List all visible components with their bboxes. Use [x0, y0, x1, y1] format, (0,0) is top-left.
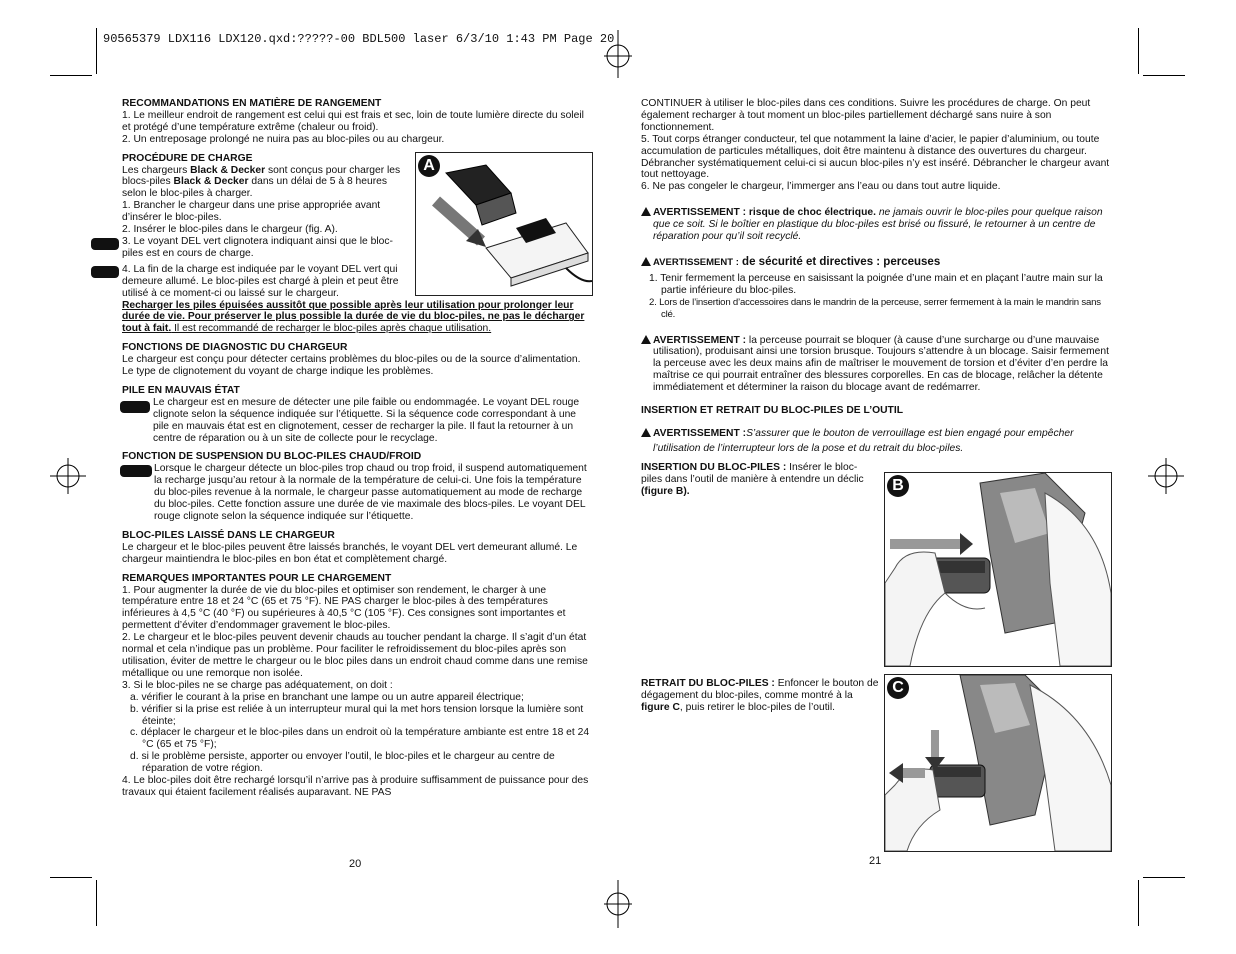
charge-step: 2. Insérer le bloc-piles dans le chargeur (fig. A). [122, 224, 338, 236]
registration-mark [50, 458, 86, 494]
warning-lock: AVERTISSEMENT :S’assurer que le bouton de verrouillage est bien engagé pour empêcher l’utilisation de l’interrupteur lors de la pose et du retrait du bloc-piles. [641, 426, 1111, 456]
led-hot-cold-icon [120, 465, 152, 477]
right-page-column [641, 98, 1111, 498]
warning-triangle-icon [641, 207, 651, 216]
page-number-right: 21 [869, 855, 882, 867]
charge-step: 3. Le voyant DEL vert clignotera indiquant ainsi que le bloc-piles est en cours de charge. [91, 236, 407, 260]
warning-electric: AVERTISSEMENT : risque de choc électrique. ne jamais ouvrir le bloc-piles pour quelque raison que ce soit. Si le boîtier en plastique du bloc-piles est brisé ou fissuré, le retourner à un centre de réparation pour qu’il soit recyclé. [641, 207, 1111, 243]
warning-drill-heading: AVERTISSEMENT : de sécurité et directives : perceuses [641, 257, 1111, 269]
diag-heading: FONCTIONS DE DIAGNOSTIC DU CHARGEUR [122, 342, 348, 354]
led-solid-icon [91, 266, 119, 278]
drill-item: 2. Lors de l’insertion d’accessoires dans le mandrin de la perceuse, serrer fermement à la main le mandrin sans clé. [649, 296, 1101, 320]
bad-pack-heading: PILE EN MAUVAIS ÉTAT [122, 384, 240, 396]
important-note: 2. Le chargeur et le bloc-piles peuvent devenir chauds au toucher pendant la charge. Il s’agit d’un état normal et cela n’indique pas un problème. Pour faciliter le refroidissement du bloc-piles après son utilisation, éviter de mettre le chargeur ou le bloc piles dans un endroit chaud comme dans une remise métallique ou une remorque non isolée. [122, 632, 588, 679]
file-slug: 90565379 LDX116 LDX120.qxd:?????-00 BDL500 laser 6/3/10 1:43 PM Page 20 [103, 32, 615, 46]
crop-mark [1143, 877, 1185, 878]
crop-mark [1138, 880, 1139, 926]
important-subnote: c. déplacer le chargeur et le bloc-piles dans un endroit où la température ambiante est entre 18 et 24 °C (65 et 75 °F); [130, 727, 590, 751]
removal-instructions: RETRAIT DU BLOC-PILES : Enfoncer le bouton de dégagement du bloc-piles, comme montré à la figure C, puis retirer le bloc-piles de l’outil. [641, 678, 879, 713]
figure-c-label: C [887, 677, 909, 699]
warning-triangle-icon [641, 257, 651, 266]
important-note: 1. Pour augmenter la durée de vie du bloc-piles et optimiser son rendement, le charger à une température entre 18 et 24 °C (65 et 75 °F). NE PAS charger le bloc-piles à des températures inférieures à 4,5 °C (40 °F) ou supérieures à 40,5 °C (105 °F). Ces consignes sont importantes et permettent d’éviter d’endommager gravement le bloc-piles. [122, 584, 566, 632]
page-number-left: 20 [349, 858, 362, 870]
charge-note: Recharger les piles épuisées aussitôt que possible après leur utilisation pour prolonger leur durée de vie. Pour préserver le plus possible la durée de vie du bloc-piles, ne pas le décharger tout à fait. Il est recommandé de recharger le bloc-piles après chaque utilisation. [122, 299, 585, 335]
important-subnote: b. vérifier si la prise est reliée à un interrupteur mural qui la met hors tension lorsque la lumière sont éteinte; [130, 703, 584, 727]
storage-item: 2. Un entreposage prolongé ne nuira pas au bloc-piles ou au chargeur. [122, 133, 445, 145]
charger-illustration [416, 153, 592, 295]
charge-intro: Les chargeurs Black & Decker sont conçus pour charger les blocs-piles Black & Decker dans un délai de 5 à 8 heures selon le bloc-piles à charger. [122, 164, 401, 200]
charge-item: 5. Tout corps étranger conducteur, tel que notamment la laine d’acier, le papier d’aluminium, ou toute accumulation de particules métalliques, doit être maintenu à distance des ouvertures du chargeur. Débrancher systématiquement celui-ci si aucun bloc-piles n’y est inséré. Débrancher le chargeur avant tout nettoyage. [641, 133, 1110, 181]
figure-b [884, 472, 1112, 667]
important-notes-heading: REMARQUES IMPORTANTES POUR LE CHARGEMENT [122, 572, 392, 584]
charge-heading: PROCÉDURE DE CHARGE [122, 152, 253, 164]
registration-mark [600, 880, 636, 928]
crop-mark [50, 75, 92, 76]
led-bad-pack-icon [120, 401, 150, 413]
left-in-charger-heading: BLOC-PILES LAISSÉ DANS LE CHARGEUR [122, 529, 335, 541]
figure-c [884, 674, 1112, 852]
storage-item: 1. Le meilleur endroit de rangement est celui qui est frais et sec, loin de toute lumière directe du soleil et protégé d’une température extrême (chaleur ou froid). [122, 109, 584, 133]
important-note: 4. Le bloc-piles doit être rechargé lorsqu’il n’arrive pas à produire suffisamment de puissance pour des travaux qui étaient facilement réalisés auparavant. NE PAS [122, 775, 589, 798]
left-in-charger-text: Le chargeur et le bloc-piles peuvent être laissés branchés, le voyant DEL vert demeurant allumé. Le chargeur maintiendra le bloc-piles en bon état et complètement chargé. [122, 541, 578, 565]
figure-b-label: B [887, 475, 909, 497]
crop-mark [96, 28, 97, 74]
crop-mark [50, 877, 92, 878]
warning-triangle-icon [641, 428, 651, 437]
bad-pack-text: Le chargeur est en mesure de détecter une pile faible ou endommagée. Le voyant DEL rouge clignote selon la séquence indiquée sur l’étiquette. Si la séquence code correspondant à une pile en mauvais état est en clignotement, cesser de recharger la pile. Il faut la retourner à un centre de réparation ou à un site de collecte pour le recyclage. [122, 397, 592, 445]
drill-item: 1. Tenir fermement la perceuse en saisissant la poignée d’une main et en plaçant l’autre main sur la partie inférieure du bloc-piles. [649, 272, 1103, 296]
continuation-text: CONTINUER à utiliser le bloc-piles dans ces conditions. Suivre les procédures de charge. On peut également recharger à tout moment un bloc-piles partiellement déchargé sans nuire à son fonctionnement. [641, 98, 1091, 133]
hot-cold-heading: FONCTION DE SUSPENSION DU BLOC-PILES CHAUD/FROID [122, 451, 422, 463]
figure-a-label: A [418, 155, 440, 177]
diag-text: Le chargeur est conçu pour détecter certains problèmes du bloc-piles ou de la source d’alimentation. Le type de clignotement du voyant de charge indique les problèmes. [122, 354, 581, 378]
charge-item: 6. Ne pas congeler le chargeur, l’immerger ans l’eau ou dans tout autre liquide. [641, 181, 1001, 193]
charge-step: 4. La fin de la charge est indiquée par le voyant DEL vert qui demeure allumé. Le bloc-piles est chargé à plein et peut être utilisé à ce moment-ci ou laissé sur le chargeur. [91, 264, 407, 300]
warning-stall: AVERTISSEMENT : la perceuse pourrait se bloquer (à cause d’une surcharge ou d’une mauvaise utilisation), produisant ainsi une torsion brusque. Toujours s’attendre à un blocage. Saisir fermement la perceuse avec les deux mains afin de maîtriser le mouvement de torsion et d’éviter d’en perdre la maîtrise ce qui pourrait entraîner des blessures corporelles. En cas de blocage, relâcher la détente immédiatement et déterminer la raison du blocage avant de redémarrer. [641, 335, 1111, 395]
drill-insert-illustration [885, 473, 1111, 666]
registration-mark [1148, 458, 1184, 494]
important-subnote: d. si le problème persiste, apporter ou envoyer l’outil, le bloc-piles et le chargeur au centre de réparation de votre région. [130, 751, 555, 775]
led-blinking-icon [91, 238, 119, 250]
storage-heading: RECOMMANDATIONS EN MATIÈRE DE RANGEMENT [122, 98, 382, 109]
crop-mark [96, 880, 97, 926]
charge-step: 1. Brancher le chargeur dans une prise appropriée avant d’insérer le bloc-piles. [122, 200, 381, 224]
drill-remove-illustration [885, 675, 1111, 851]
figure-a [415, 152, 593, 296]
crop-mark [1138, 28, 1139, 74]
crop-mark [1143, 75, 1185, 76]
important-subnote: a. vérifier le courant à la prise en branchant une lampe ou un autre appareil électrique; [130, 691, 524, 703]
warning-triangle-icon [641, 335, 651, 344]
removal-block [641, 678, 879, 714]
registration-mark [600, 30, 636, 78]
insertion-removal-heading: INSERTION ET RETRAIT DU BLOC-PILES DE L’OUTIL [641, 405, 904, 417]
important-note: 3. Si le bloc-piles ne se charge pas adéquatement, on doit : [122, 679, 393, 691]
hot-cold-text: Lorsque le chargeur détecte un bloc-piles trop chaud ou trop froid, il suspend automatiquement la recharge jusqu’au retour à la normale de la température de celui-ci. Une fois la température du bloc-piles revenue à la normale, le chargeur passe automatiquement au mode de recharge du bloc-piles. Cette fonction assure une durée de vie maximale des blocs-piles. Le voyant DEL rouge clignote selon la séquence indiquée sur l’étiquette. [122, 463, 592, 523]
insertion-instructions: INSERTION DU BLOC-PILES : Insérer le bloc-piles dans l’outil de manière à entendre un déclic (figure B). [641, 461, 864, 497]
